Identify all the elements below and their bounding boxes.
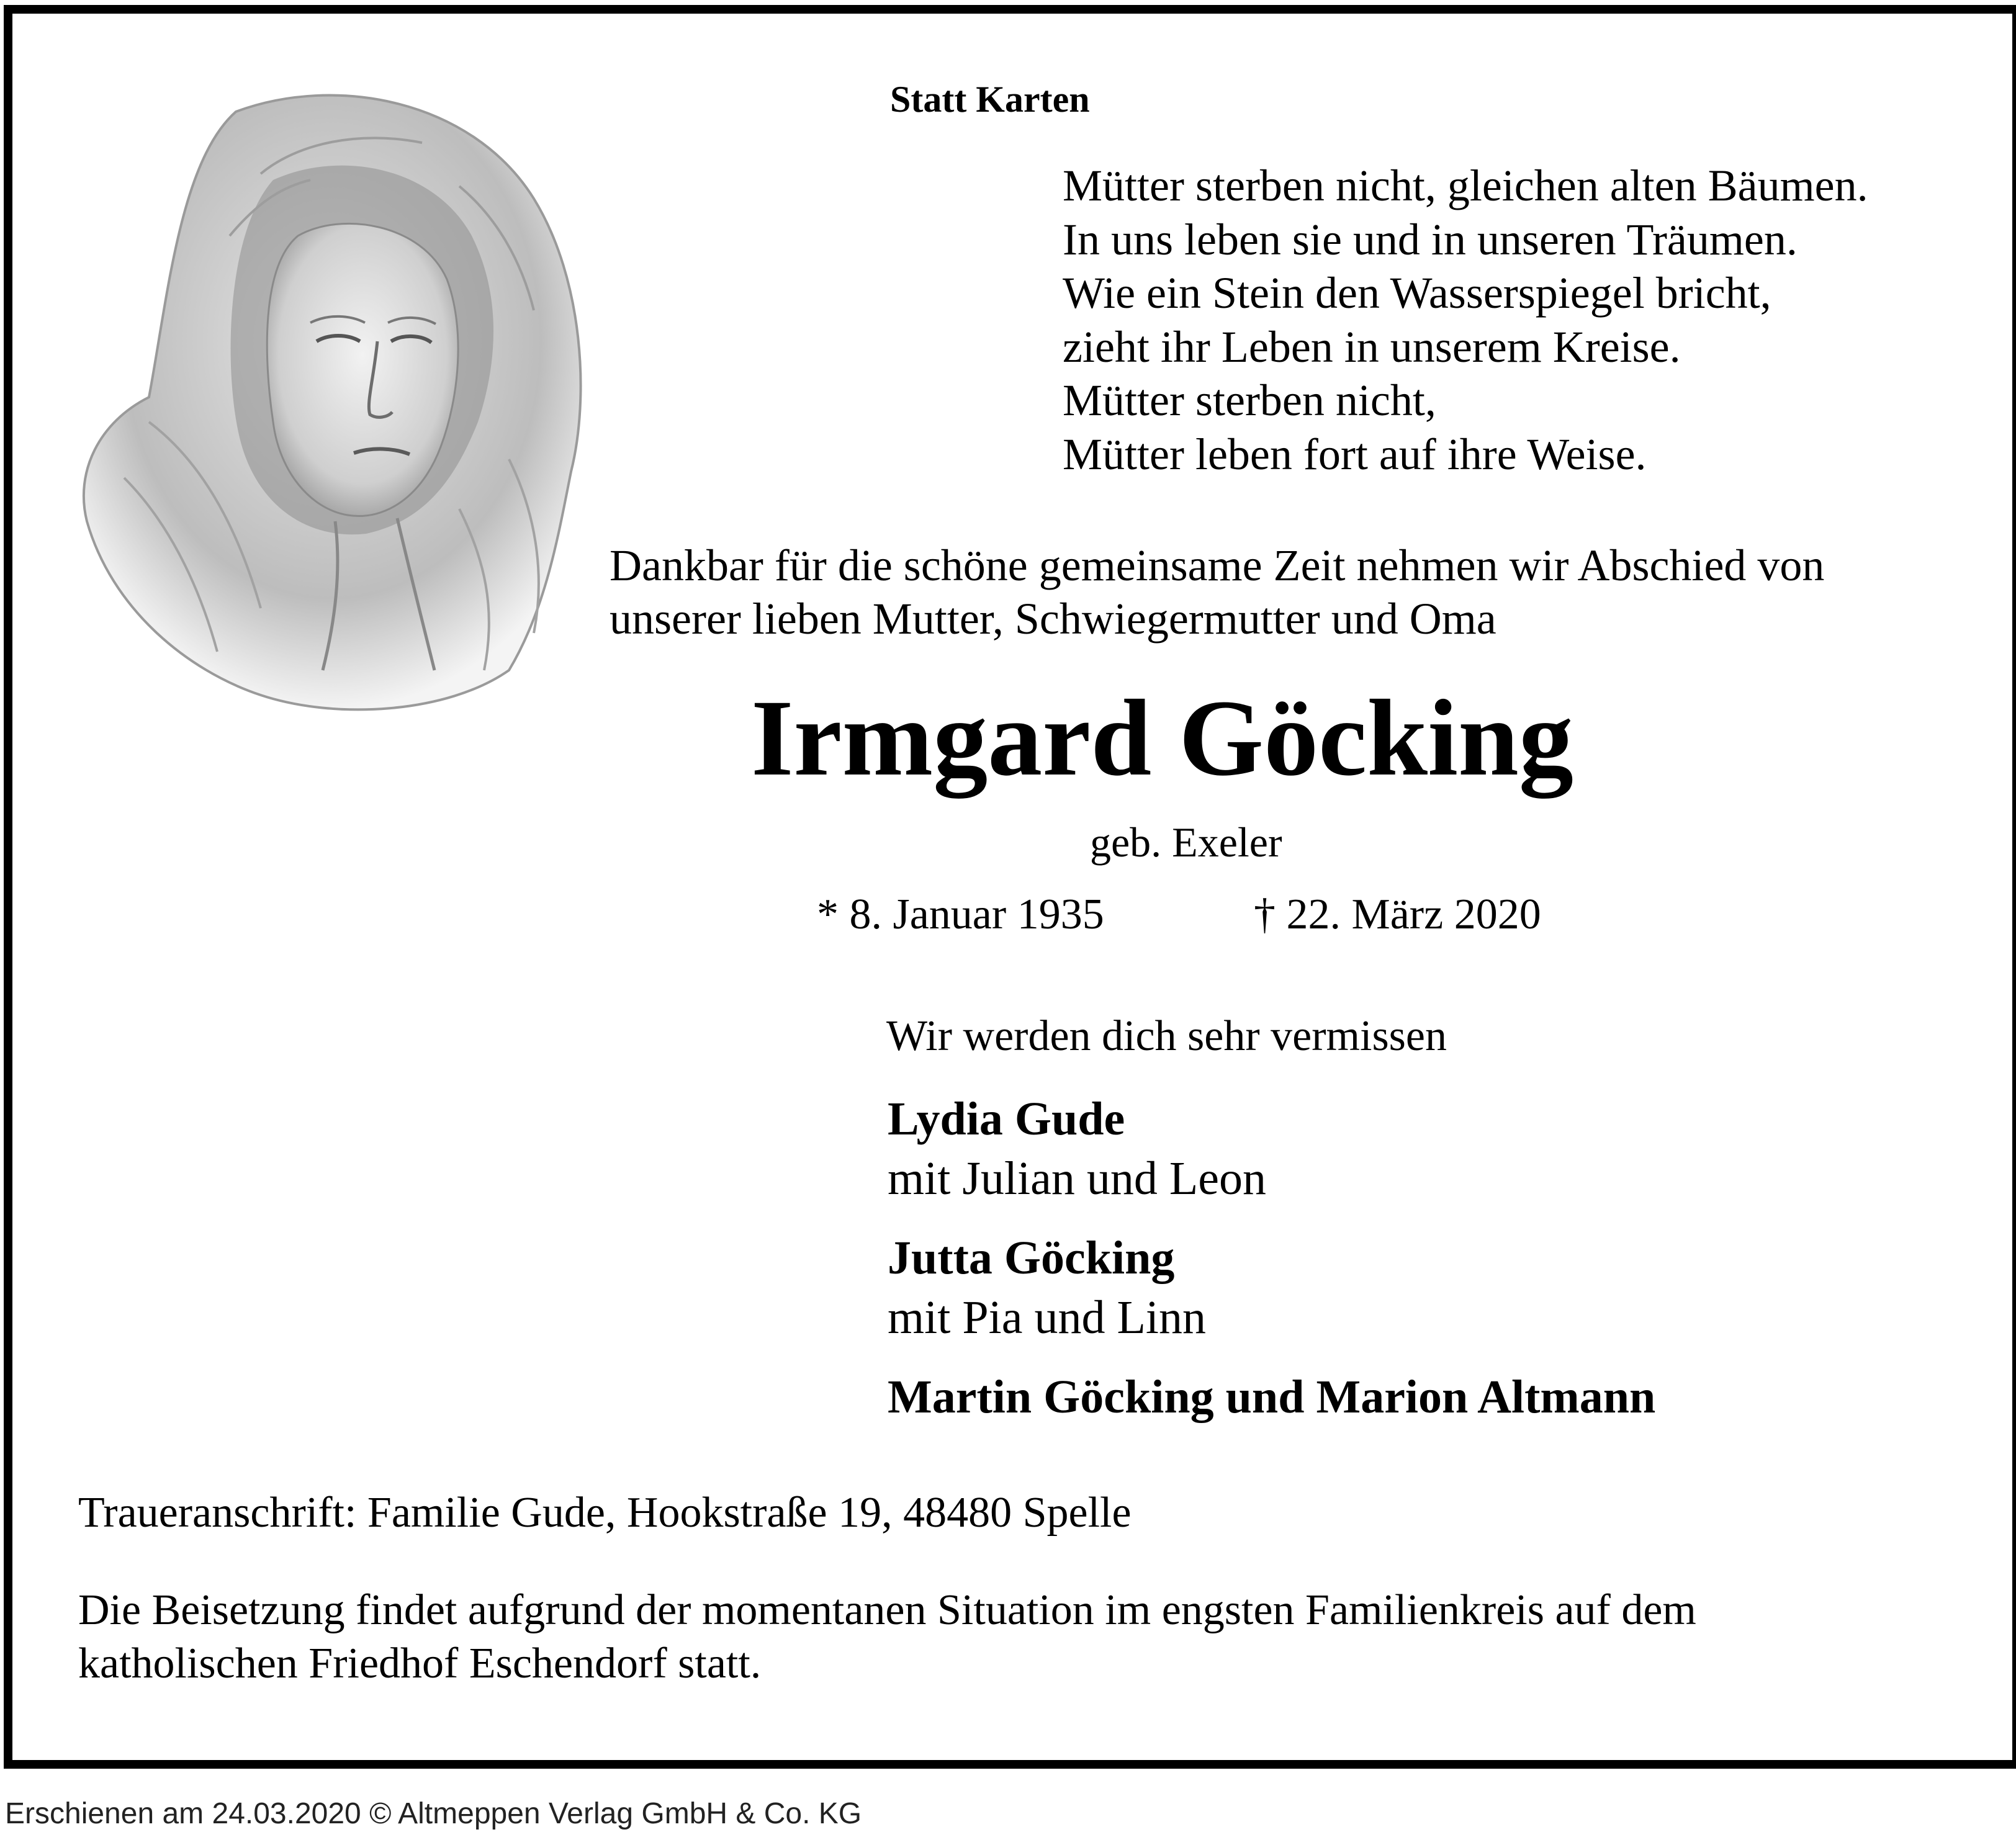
burial-line: Die Beisetzung findet aufgrund der momentanen Situation im engsten Familienkreis auf dem (78, 1586, 1696, 1634)
farewell-text: Wir werden dich sehr vermissen (886, 1012, 1447, 1060)
mourner-companions: mit Julian und Leon (888, 1152, 1267, 1205)
burial-line: katholischen Friedhof Eschendorf statt. (78, 1640, 762, 1687)
deceased-name: Irmgard Göcking (751, 678, 1573, 799)
publication-footer: Erschienen am 24.03.2020 © Altmeppen Verlag GmbH & Co. KG (5, 1797, 862, 1830)
madonna-sculpture-image (74, 74, 602, 720)
poem-line: Wie ein Stein den Wasserspiegel bricht, (1063, 268, 1771, 318)
mourner-name: Martin Göcking und Marion Altmann (888, 1371, 1656, 1423)
statt-karten-label: Statt Karten (890, 79, 1090, 120)
poem-line: Mütter sterben nicht, (1063, 375, 1436, 425)
poem-line: zieht ihr Leben in unserem Kreise. (1063, 321, 1681, 372)
mourner-companions: mit Pia und Linn (888, 1291, 1206, 1344)
maiden-name: geb. Exeler (1090, 819, 1282, 866)
poem (1063, 159, 1868, 481)
mourning-address: Traueranschrift: Familie Gude, Hookstraße 19, 48480 Spelle (78, 1489, 1132, 1537)
poem-line: Mütter sterben nicht, gleichen alten Bäumen. (1063, 161, 1868, 210)
death-date: † 22. März 2020 (1254, 891, 1541, 938)
intro-line: unserer lieben Mutter, Schwiegermutter und Oma (610, 594, 1496, 644)
intro-line: Dankbar für die schöne gemeinsame Zeit nehmen wir Abschied von (610, 541, 1825, 590)
intro-text (610, 539, 1824, 645)
birth-date: * 8. Januar 1935 (817, 891, 1104, 938)
mourner-name: Jutta Göcking (888, 1232, 1175, 1284)
poem-line: Mütter leben fort auf ihre Weise. (1063, 429, 1647, 479)
mourner-name: Lydia Gude (888, 1093, 1125, 1145)
poem-line: In uns leben sie und in unseren Träumen. (1063, 214, 1798, 264)
burial-notice (78, 1584, 1696, 1691)
